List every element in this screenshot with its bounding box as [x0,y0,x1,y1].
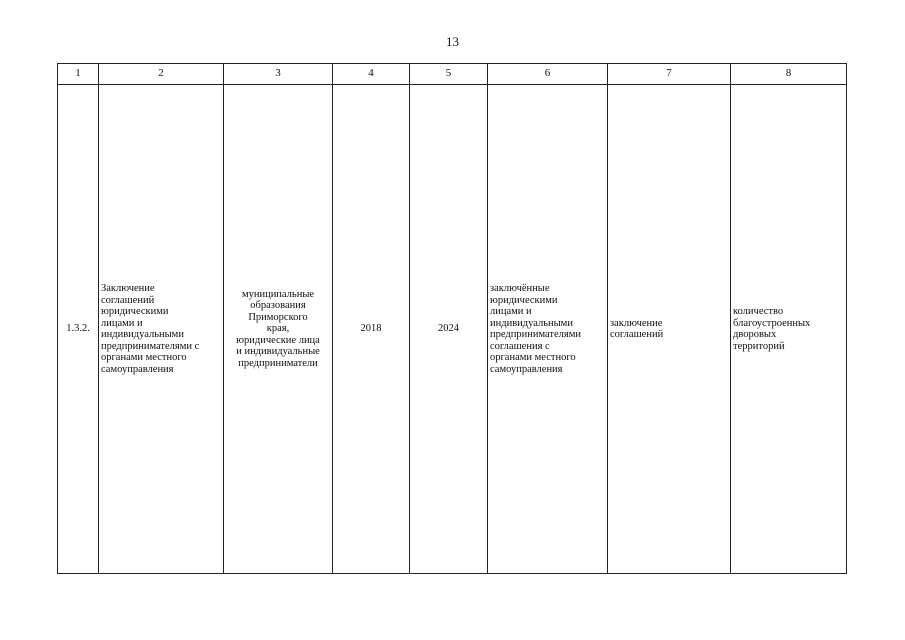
program-table [57,63,847,574]
end-year: 2024 [438,323,459,335]
header-col-3: 3 [224,64,333,85]
consequences-text: заключение соглашений [610,317,664,340]
cell-start-year [333,85,410,574]
table-row [58,85,847,574]
cell-number [58,85,99,574]
cell-expected-result [488,85,608,574]
cell-end-year [410,85,488,574]
cell-consequences [608,85,731,574]
cell-executors [224,85,333,574]
cell-measure [99,85,224,574]
row-number: 1.3.2. [66,323,90,335]
measure-text: Заключение соглашений юридическими лицами и индивидуальными предпринимателями с органами местного самоуправления [101,283,200,375]
header-col-8: 8 [731,64,847,85]
header-col-4: 4 [333,64,410,85]
header-col-6: 6 [488,64,608,85]
header-col-5: 5 [410,64,488,85]
header-col-1: 1 [58,64,99,85]
cell-indicator [731,85,847,574]
start-year: 2018 [360,323,382,335]
header-row [58,64,847,85]
indicator-text: количество благоустроенных дворовых территорий [733,306,811,352]
header-col-7: 7 [608,64,731,85]
page-number: 13 [446,34,459,49]
expected-result-text: заключённые юридическими лицами и индивидуальными предпринимателями соглашения с органами местного самоуправления [490,283,582,375]
header-col-2: 2 [99,64,224,85]
executors-text: муниципальные образования Приморского края, юридические лица и индивидуальные предприниматели [236,288,320,369]
